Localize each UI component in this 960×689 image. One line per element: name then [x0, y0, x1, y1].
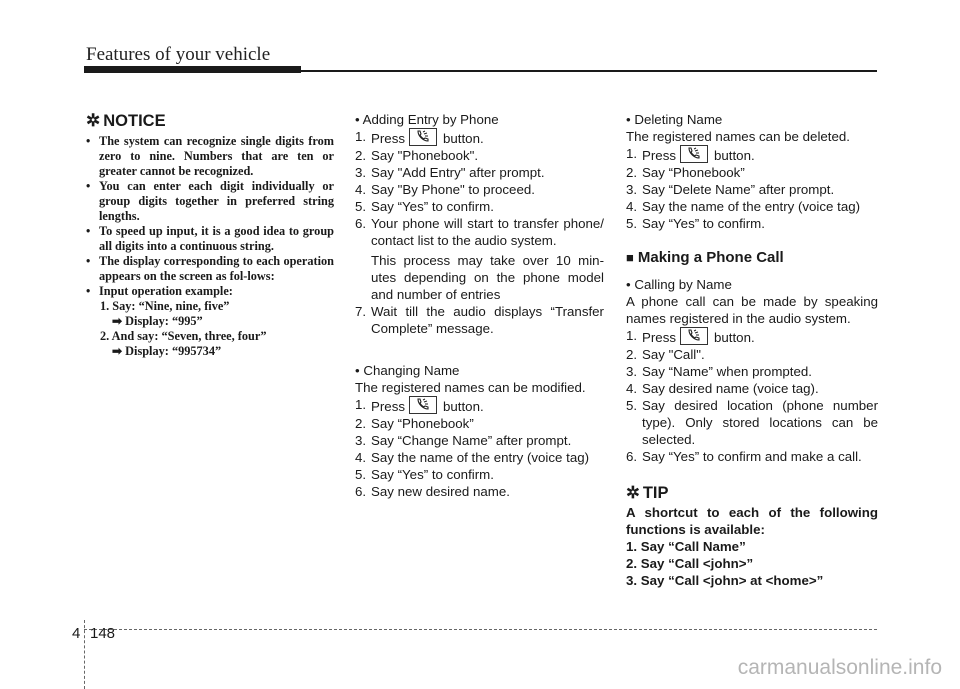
phonebook-column: [355, 111, 604, 500]
list-item: 6. Your phone will start to transfer phone/ contact list to the audio system.: [355, 216, 604, 248]
list-item: 5. Say desired location (phone number type). Only stored locations can be selected.: [626, 398, 878, 447]
page-header-title: Features of your vehicle: [86, 44, 271, 65]
header-rule-thick: [84, 66, 301, 73]
list-item: 1. Press button.: [355, 397, 484, 414]
list-item: 6. Say new desired name.: [355, 484, 510, 499]
phone-button-icon: [409, 396, 437, 414]
list-item: 1. Press button.: [626, 328, 755, 345]
list-item: 5. Say “Yes” to confirm.: [355, 199, 494, 214]
list-item: 3. Say “Change Name” after prompt.: [355, 433, 572, 448]
tip-line: 2. Say “Call <john>”: [626, 556, 754, 571]
calling-by-name-title: • Calling by Name: [626, 277, 732, 292]
deleting-title: • Deleting Name: [626, 112, 723, 127]
list-item: • The display corresponding to each operation appears on the screen as fol-lows:: [86, 254, 334, 283]
list-item: 4. Say the name of the entry (voice tag): [355, 450, 590, 465]
header-rule-thin: [300, 70, 877, 72]
example-step-1: 1. Say: “Nine, nine, five”: [100, 299, 230, 313]
notice-heading-label: NOTICE: [103, 111, 166, 130]
list-item: 2. Say "Phonebook".: [355, 148, 479, 163]
list-item: 5. Say “Yes” to confirm.: [355, 467, 494, 482]
notice-section: [86, 111, 334, 359]
list-item: 7. Wait till the audio displays “Transfer Complete” message.: [355, 304, 604, 336]
notice-heading: [86, 111, 334, 131]
making-call-heading: ■ Making a Phone Call: [626, 249, 784, 266]
phone-button-icon: [409, 128, 437, 146]
list-item: 3. Say “Delete Name” after prompt.: [626, 182, 835, 197]
right-arrow-icon: ➡: [112, 314, 123, 328]
notice-list: [86, 134, 334, 299]
list-item: • Input operation example:: [86, 284, 233, 298]
tip-line: 1. Say “Call Name”: [626, 539, 746, 554]
chapter-number: 4: [72, 625, 81, 642]
list-item: 2. Say "Call".: [626, 347, 705, 362]
changing-intro: The registered names can be modified.: [355, 380, 586, 395]
example-display-2: ➡ Display: “995734”: [112, 344, 222, 358]
footer-divider-horizontal: [84, 629, 877, 630]
cross-star-icon: ✲: [86, 111, 101, 130]
list-item: 3. Say “Name” when prompted.: [626, 364, 812, 379]
phone-button-icon: [680, 327, 708, 345]
tip-line: 3. Say “Call <john> at <home>”: [626, 573, 824, 588]
phone-button-icon: [680, 145, 708, 163]
footer-divider-vertical: [84, 620, 85, 689]
list-item: 2. Say “Phonebook”: [355, 416, 474, 431]
example-display-1: ➡ Display: “995”: [112, 314, 203, 328]
list-item: 5. Say “Yes” to confirm.: [626, 216, 765, 231]
tip-intro: A shortcut to each of the following functions is available:: [626, 505, 878, 537]
list-item: 1. Press button.: [355, 129, 484, 146]
right-arrow-icon: ➡: [112, 344, 123, 358]
list-item: • The system can recognize single digits from zero to nine. Numbers that are ten or greater cannot be recognized.: [86, 134, 334, 178]
tip-heading: ✲ TIP: [626, 484, 669, 502]
example-step-2: 2. And say: “Seven, three, four”: [100, 329, 267, 343]
list-item: 6. Say “Yes” to confirm and make a call.: [626, 449, 862, 464]
page-number: 148: [90, 625, 116, 642]
changing-title: • Changing Name: [355, 363, 460, 378]
list-item: 1. Press button.: [626, 146, 755, 163]
list-item: 4. Say desired name (voice tag).: [626, 381, 819, 396]
list-item: 3. Say "Add Entry" after prompt.: [355, 165, 545, 180]
black-square-icon: ■: [626, 250, 634, 265]
adding-title: • Adding Entry by Phone: [355, 112, 499, 127]
deleting-intro: The registered names can be deleted.: [626, 129, 850, 144]
list-item: 4. Say the name of the entry (voice tag): [626, 199, 861, 214]
calling-column: [626, 111, 878, 589]
cross-star-icon: ✲: [626, 484, 640, 502]
list-item: • To speed up input, it is a good idea to group all digits into a continuous string.: [86, 224, 334, 253]
list-item: 2. Say “Phonebook”: [626, 165, 745, 180]
list-item: • You can enter each digit individually or group digits together in preferred string lengths.: [86, 179, 334, 223]
list-item: 4. Say "By Phone" to proceed.: [355, 182, 535, 197]
watermark: carmanualsonline.info: [737, 656, 942, 679]
making-intro: A phone call can be made by speaking names registered in the audio system.: [626, 294, 878, 326]
step-note: This process may take over 10 min-utes depending on the phone model and number of entries: [371, 253, 604, 302]
